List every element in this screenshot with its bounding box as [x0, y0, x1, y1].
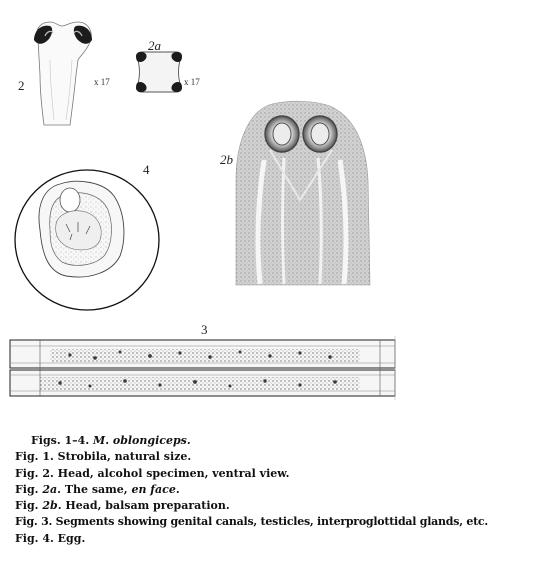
figure-2a-magnification: x 17 [184, 77, 200, 87]
caption-fig-number: Fig. 1. [15, 450, 54, 464]
caption-text: Egg. [57, 531, 86, 545]
caption-title-prefix: Figs. 1–4. [31, 434, 90, 447]
caption-fig-number: Fig. [15, 499, 39, 513]
caption-text: The same, [64, 482, 128, 496]
caption-text-italic: en face. [131, 482, 180, 496]
figure-3-label: 3 [201, 322, 208, 337]
caption-line-fig2 [15, 466, 540, 482]
figure-2-label: 2 [18, 78, 25, 93]
caption-text: Head, balsam preparation. [65, 499, 230, 513]
figure-4-label: 4 [143, 162, 150, 177]
figure-2b-label: 2b [220, 152, 233, 167]
caption-title [15, 433, 540, 449]
figure-caption [15, 433, 540, 547]
caption-line-fig2a [15, 482, 540, 498]
figure-2a-label: 2a [148, 38, 161, 53]
caption-fig-letter: 2b. [42, 499, 62, 513]
caption-species: M. oblongiceps. [93, 434, 191, 447]
caption-fig-number: Fig. 2. [15, 466, 54, 480]
caption-line-fig1 [15, 449, 540, 465]
caption-fig-number: Fig. [15, 482, 39, 496]
caption-text: Segments showing genital canals, testicles, interproglottidal glands, etc. [55, 515, 488, 529]
figure-2b-head-balsam [236, 101, 370, 285]
caption-line-fig4 [15, 531, 540, 547]
caption-fig-number: Fig. 3. [15, 515, 53, 529]
caption-fig-number: Fig. 4. [15, 531, 54, 545]
figure-2a-head-en-face [136, 52, 182, 92]
figure-3-segments [10, 336, 395, 400]
figure-2-head-ventral [34, 22, 92, 125]
figure-4-egg [15, 170, 159, 310]
caption-line-fig2b [15, 498, 540, 514]
caption-text: Strobila, natural size. [57, 450, 192, 464]
figure-2-magnification: x 17 [94, 77, 110, 87]
caption-line-fig3 [15, 514, 540, 530]
caption-fig-letter: 2a. [42, 482, 61, 496]
caption-text: Head, alcohol specimen, ventral view. [57, 466, 290, 480]
